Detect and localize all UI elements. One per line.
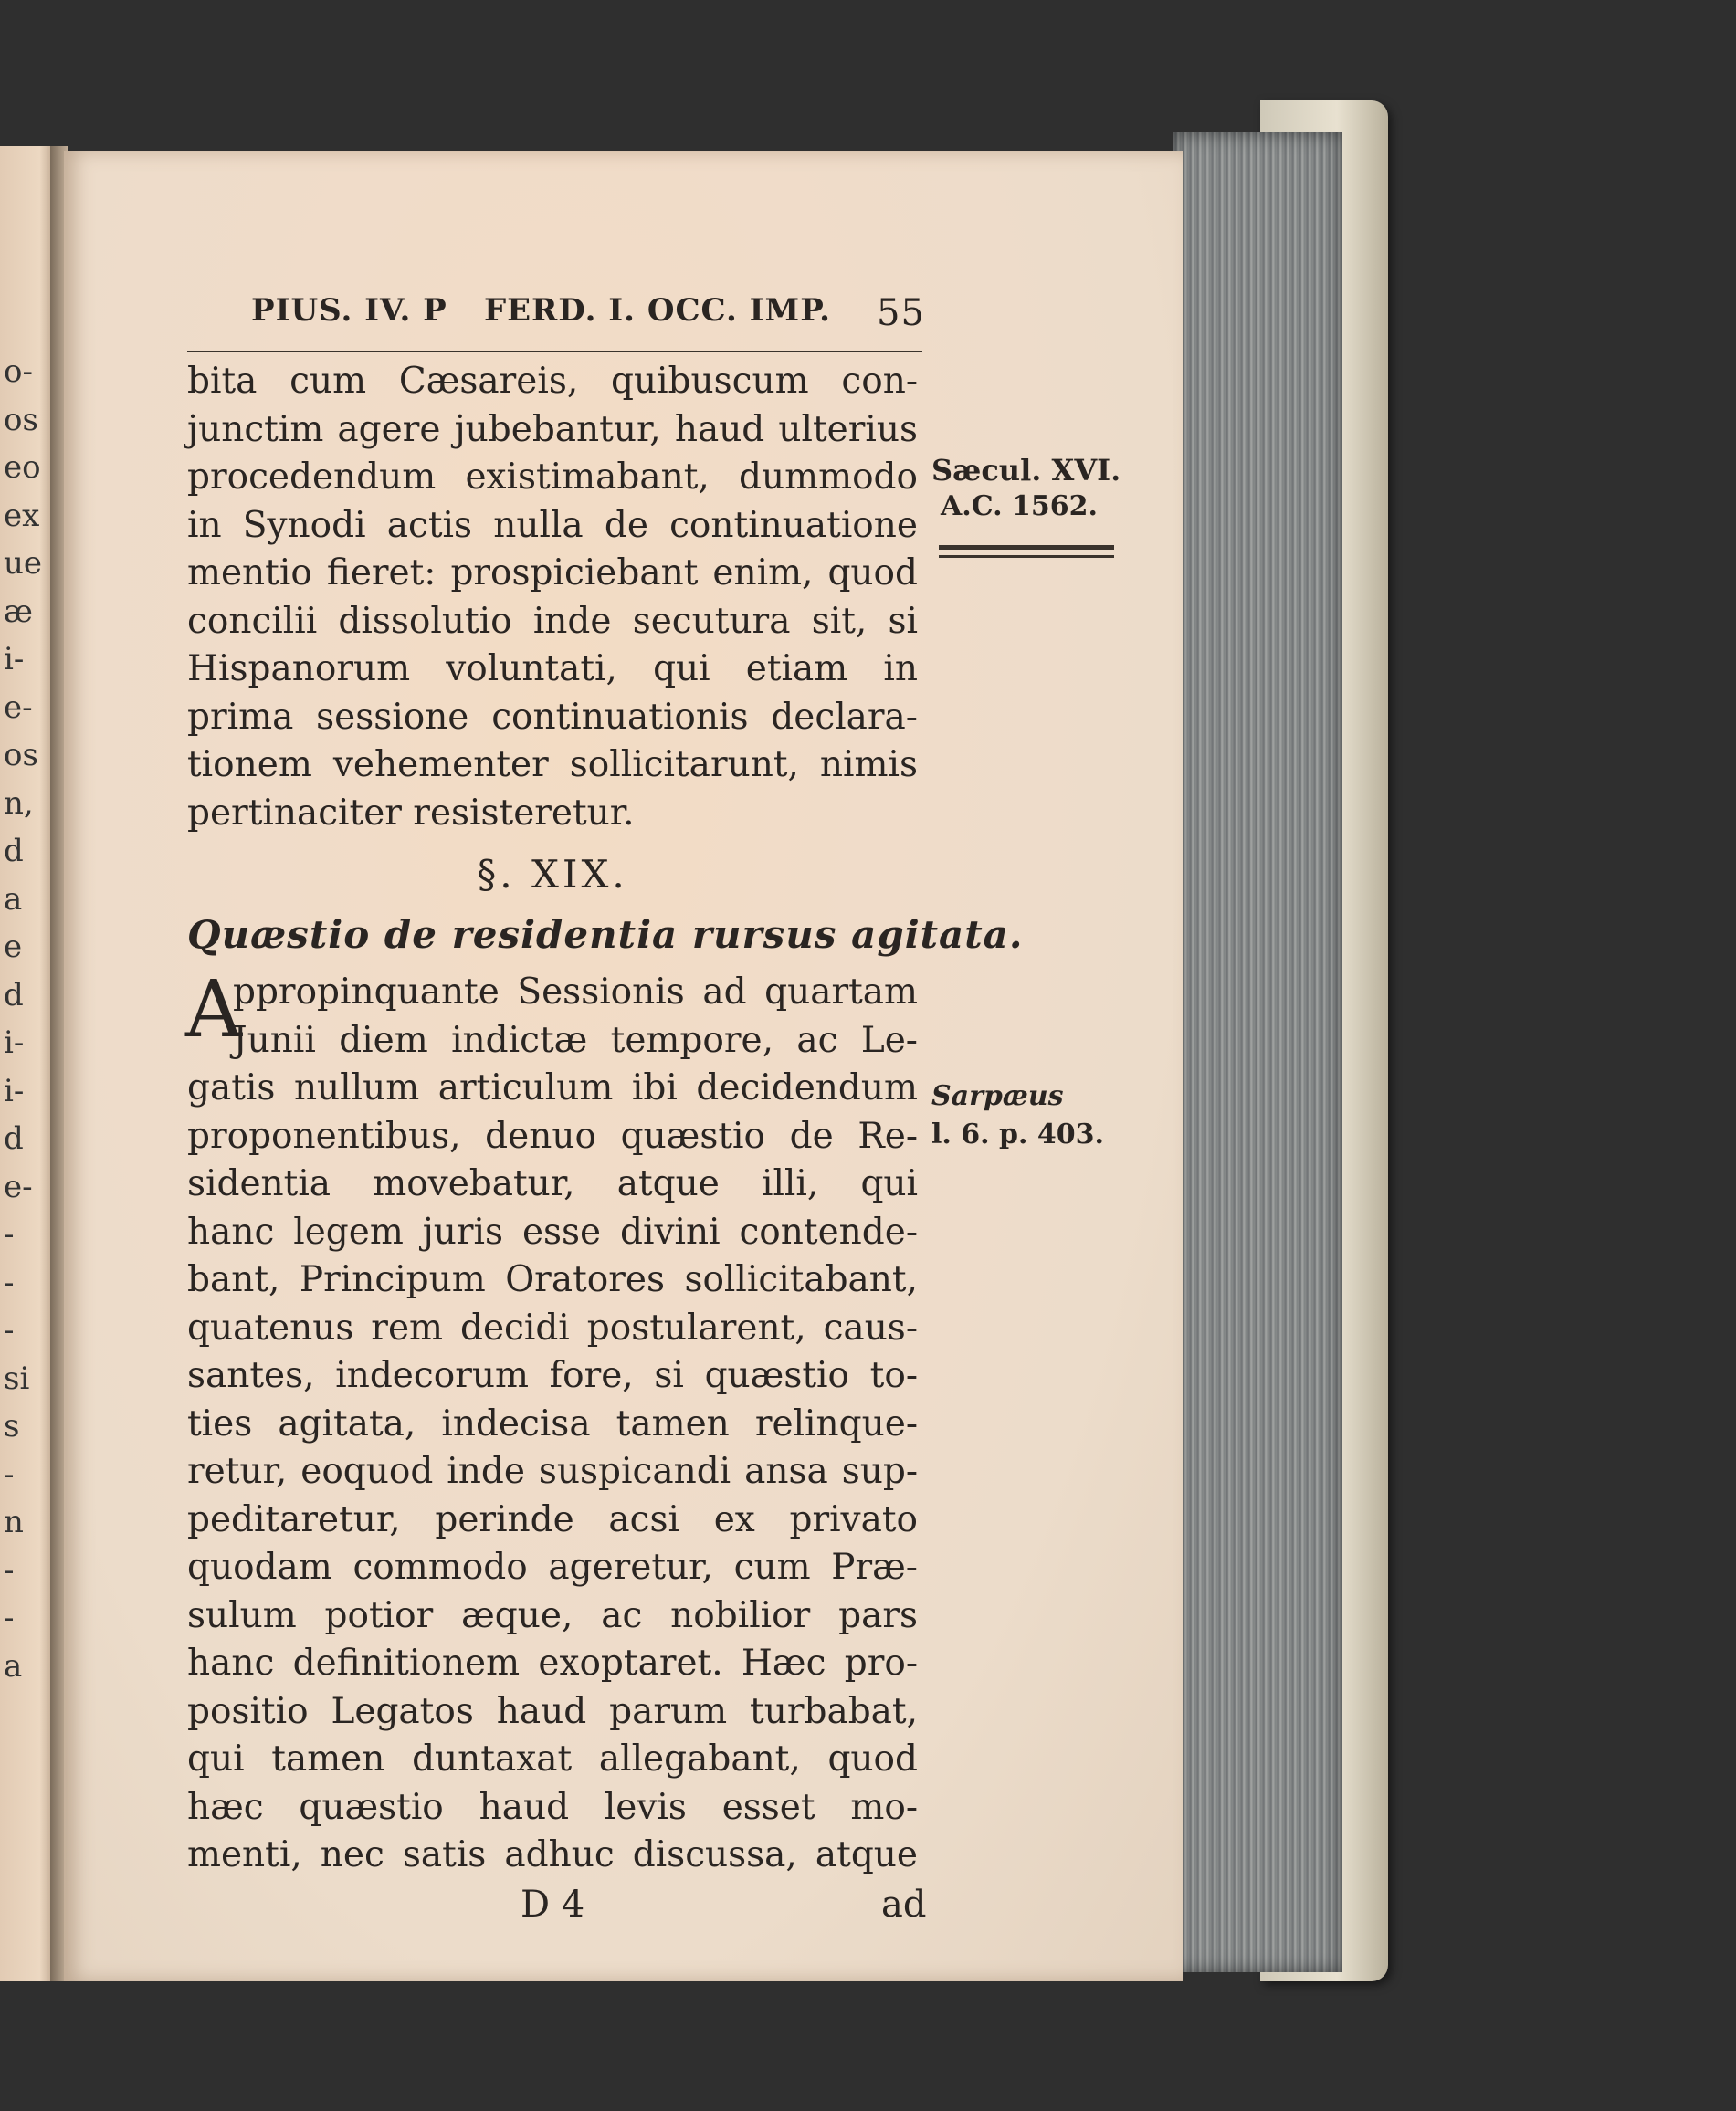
margin-note-sarpaeus <box>931 1077 1104 1154</box>
previous-page-fragment: æ <box>4 593 33 630</box>
text-line: hanc legem juris esse divini contende- <box>187 1211 918 1253</box>
text-line: bita cum Cæsareis, quibuscum con- <box>187 361 918 402</box>
page-footer <box>187 1883 927 1938</box>
page <box>64 151 1183 1981</box>
header-rule <box>187 351 922 352</box>
text-line: prima sessione continuationis declara- <box>187 696 918 738</box>
previous-page-fragment: d <box>4 1120 24 1157</box>
text-line: hæc quæstio haud levis esset mo- <box>187 1786 918 1828</box>
first-line-text: ppropinquante Sessionis ad quartam <box>233 971 918 1013</box>
header-center: FERD. I. OCC. IMP. <box>484 292 831 329</box>
text-line: quodam commodo ageretur, cum Præ- <box>187 1547 918 1588</box>
previous-page-fragment: ue <box>4 545 43 582</box>
previous-page-fragment: e <box>4 929 23 965</box>
text-line: peditaretur, perinde acsi ex privato <box>187 1498 918 1540</box>
text-line: proponentibus, denuo quæstio de Re- <box>187 1115 918 1157</box>
page-number: 55 <box>877 292 925 334</box>
previous-page-fragment: - <box>4 1216 15 1253</box>
text-line: junctim agere jubebantur, haud ulterius <box>187 408 918 450</box>
previous-page-fragment: i- <box>4 1072 25 1109</box>
book <box>0 91 1379 1990</box>
text-line: qui tamen duntaxat allegabant, quod <box>187 1738 918 1780</box>
previous-page-fragment: e- <box>4 1168 33 1205</box>
drop-cap: A <box>185 964 243 1056</box>
previous-page-fragment: ex <box>4 497 40 534</box>
section-title: Quæstio de residentia rursus agitata. <box>187 912 1024 957</box>
previous-page-fragment: os <box>4 401 38 438</box>
previous-page-fragment: - <box>4 1264 15 1301</box>
page-edges <box>1173 132 1342 1972</box>
previous-page-fragment: os <box>4 737 38 773</box>
previous-page-fragment: eo <box>4 449 41 486</box>
previous-page-fragment: - <box>4 1551 15 1589</box>
previous-page-fragment: n <box>4 1504 24 1540</box>
margin-sarpaeus-line1: Sarpæus <box>931 1080 1064 1112</box>
previous-page-fragment: n, <box>4 784 34 822</box>
text-line: menti, nec satis adhuc discussa, atque <box>187 1834 918 1875</box>
signature-mark: D 4 <box>521 1883 585 1926</box>
text-line: Hispanorum voluntati, qui etiam in <box>187 648 918 689</box>
margin-rule <box>939 545 1114 550</box>
paragraph-1 <box>187 358 918 837</box>
previous-page-fragment: i- <box>4 641 25 677</box>
margin-note-century <box>931 452 1121 525</box>
text-line: retur, eoquod inde suspicandi ansa sup- <box>187 1451 918 1492</box>
text-line: hanc definitionem exoptaret. Hæc pro- <box>187 1643 918 1684</box>
text-line: pertinaciter resisteretur. <box>187 792 635 834</box>
text-line: sulum potior æque, ac nobilior pars <box>187 1594 918 1636</box>
text-line: sidentia movebatur, atque illi, qui <box>187 1163 918 1204</box>
previous-page-fragment: e- <box>4 688 33 726</box>
previous-page-fragment: si <box>4 1360 30 1397</box>
header-left: PIUS. IV. P <box>251 292 447 329</box>
previous-page-fragment: d <box>4 833 24 869</box>
previous-page-fragment: a <box>4 1647 23 1685</box>
text-line: santes, indecorum fore, si quæstio to- <box>187 1355 918 1396</box>
text-line: gatis nullum articulum ibi decidendum <box>187 1067 918 1108</box>
running-header <box>187 292 925 347</box>
margin-century-line1: Sæcul. XVI. <box>931 453 1121 488</box>
previous-page-fragment: d <box>4 976 24 1013</box>
text-line: bant, Principum Oratores sollicitabant, <box>187 1259 918 1300</box>
catchword: ad <box>881 1883 927 1926</box>
text-line: in Synodi actis nulla de continuatione <box>187 504 918 546</box>
previous-page <box>0 146 57 1981</box>
text-line: positio Legatos haud parum turbabat, <box>187 1690 918 1732</box>
margin-century-line2: A.C. 1562. <box>941 490 1098 522</box>
previous-page-fragment: - <box>4 1600 15 1636</box>
previous-page-fragment: i- <box>4 1024 25 1061</box>
margin-rule <box>939 555 1114 558</box>
text-line: quatenus rem decidi postularent, caus- <box>187 1307 918 1349</box>
section-number: §. XIX. <box>477 852 628 897</box>
text-line: mentio fieret: prospiciebant enim, quod <box>187 552 918 593</box>
previous-page-fragment: - <box>4 1455 15 1493</box>
previous-page-fragment: - <box>4 1312 15 1349</box>
margin-sarpaeus-line2: l. 6. p. 403. <box>931 1119 1104 1150</box>
text-line: procedendum existimabant, dummodo <box>187 457 918 498</box>
previous-page-fragment: o- <box>4 353 33 390</box>
text-line: concilii dissolutio inde secutura sit, si <box>187 600 918 642</box>
text-line: ties agitata, indecisa tamen relinque- <box>187 1402 918 1444</box>
text-line: tionem vehementer sollicitarunt, nimis <box>187 744 918 785</box>
text-line: Junii diem indictæ tempore, ac Le- <box>233 1019 918 1061</box>
previous-page-fragment: s <box>4 1408 20 1444</box>
paragraph-2 <box>185 964 918 1880</box>
previous-page-fragment: a <box>4 880 23 918</box>
